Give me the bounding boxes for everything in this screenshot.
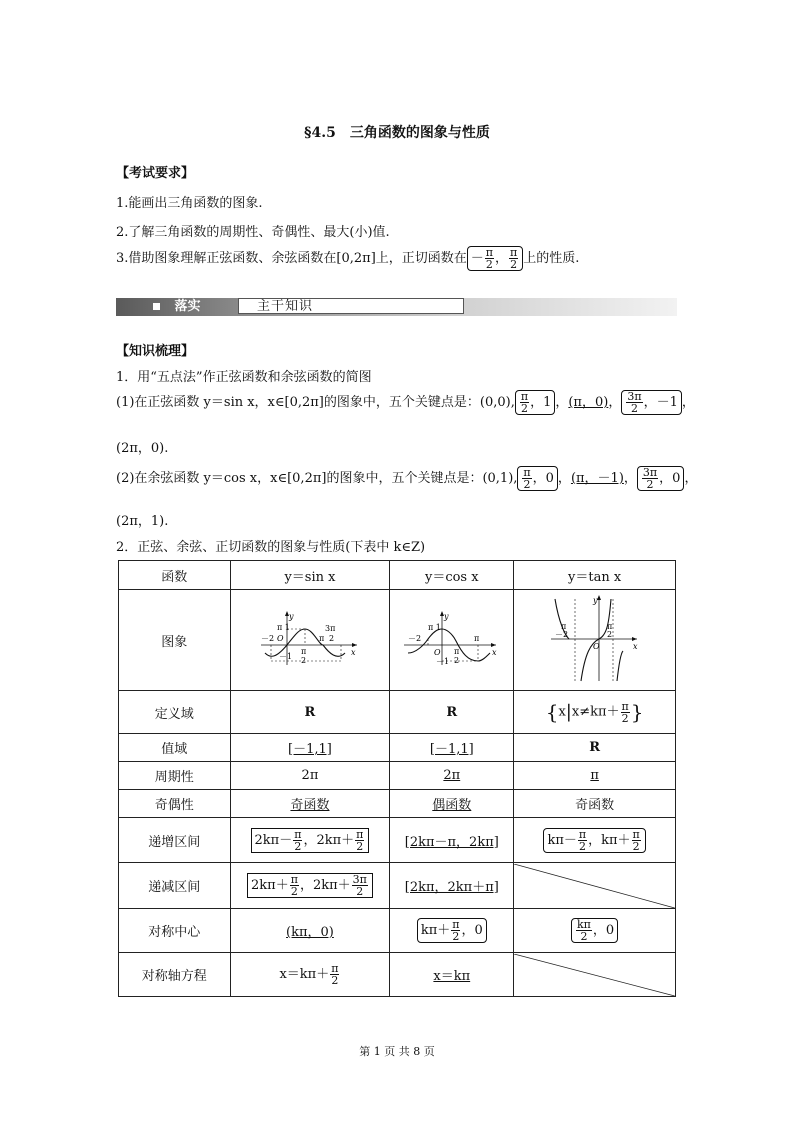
sin-increase: 2kπ－ $\frac{\pi}{2}$ ，2kπ＋ $\frac{\pi}{2}$: [230, 818, 390, 863]
cos-parity: 偶函数: [390, 790, 514, 818]
tan-domain: {x|x≠kπ＋ $\frac{\pi}{2}$ }: [514, 691, 676, 734]
svg-text:2: 2: [301, 656, 307, 665]
section-title: 主干知识: [238, 298, 464, 314]
svg-text:O: O: [592, 642, 600, 651]
cos-period: 2π: [390, 762, 514, 790]
sin-center: (kπ，0): [230, 909, 390, 953]
tan-period: π: [514, 762, 676, 790]
section-tag: 落实: [116, 298, 238, 316]
tan-center: $\frac{k\pi}{2}$ ，0: [514, 909, 676, 953]
row-label: 奇偶性: [119, 790, 231, 818]
table-row: [119, 818, 676, 863]
svg-text:－2: －2: [407, 634, 421, 643]
page-title: §4.5 三角函数的图象与性质: [304, 125, 490, 141]
row-label: 对称中心: [119, 909, 231, 953]
table-header: y＝cos x: [390, 561, 514, 590]
knowledge-p3: (2)在余弦函数 y＝cos x，x∈[0,2π]的图象中，五个关键点是：(0,1), $\frac{\pi}{2}$ ，0 ，(π，－1)， $\frac{3\pi}{2}$ ，0 ，: [116, 466, 698, 491]
sin-parity: 奇函数: [230, 790, 390, 818]
svg-text:O: O: [433, 648, 441, 657]
table-row: [119, 863, 676, 909]
table-row: [119, 953, 676, 997]
square-icon: [153, 303, 160, 310]
table-row: [119, 561, 676, 590]
table-row: [119, 790, 676, 818]
cos-center: kπ＋ $\frac{\pi}{2}$ ，0: [390, 909, 514, 953]
table-header: y＝tan x: [514, 561, 676, 590]
tan-increase: kπ－ $\frac{\pi}{2}$ ，kπ＋ $\frac{\pi}{2}$: [514, 818, 676, 863]
knowledge-p3-tail: (2π，1).: [116, 514, 169, 529]
svg-text:－2: －2: [554, 630, 568, 639]
svg-text:π: π: [453, 647, 460, 656]
svg-text:π 1: π 1: [277, 623, 291, 632]
cos-axis: x＝kπ: [390, 953, 514, 997]
knowledge-p4: 2．正弦、余弦、正切函数的图象与性质(下表中 k∈Z): [116, 540, 426, 555]
exam-item-3-suffix: 上的性质.: [523, 251, 580, 266]
svg-text:－1: －1: [435, 657, 449, 666]
table-header: y＝sin x: [230, 561, 390, 590]
cos-increase: [2kπ－π，2kπ]: [390, 818, 514, 863]
sin-period: 2π: [230, 762, 390, 790]
tan-decrease-empty: [514, 863, 676, 909]
tan-range: R: [514, 734, 676, 762]
knowledge-p2-tail: (2π，0).: [116, 441, 169, 456]
svg-text:y: y: [289, 612, 294, 621]
cos-domain: R: [390, 691, 514, 734]
tan-axis-empty: [514, 953, 676, 997]
properties-table: [118, 560, 676, 997]
knowledge-heading: 【知识梳理】: [116, 344, 195, 359]
svg-text:2: 2: [453, 656, 459, 665]
exam-item-3: [116, 246, 579, 271]
svg-text:x: x: [491, 648, 497, 657]
svg-text:－1: －1: [279, 652, 293, 661]
row-label: 递减区间: [119, 863, 231, 909]
cos-decrease: [2kπ，2kπ＋π]: [390, 863, 514, 909]
table-row: [119, 909, 676, 953]
row-label: 图象: [119, 590, 231, 691]
svg-text:x: x: [351, 648, 356, 657]
sin-decrease: 2kπ＋ $\frac{\pi}{2}$ ，2kπ＋ $\frac{3\pi}{2}$: [230, 863, 390, 909]
table-row: [119, 590, 676, 691]
svg-text:π: π: [606, 622, 612, 631]
row-label: 周期性: [119, 762, 231, 790]
row-label: 对称轴方程: [119, 953, 231, 997]
svg-text:π: π: [301, 647, 307, 656]
svg-text:y: y: [443, 612, 449, 621]
tan-graph: [514, 590, 676, 691]
sin-graph: [230, 590, 390, 691]
cos-range: [－1,1]: [390, 734, 514, 762]
page-footer: 第 1 页 共 8 页: [359, 1045, 435, 1058]
knowledge-p2: (1)在正弦函数 y＝sin x，x∈[0,2π]的图象中，五个关键点是：(0,0), $\frac{\pi}{2}$ ，1 ，(π，0)， $\frac{3\pi}{2}$ ，－1 ，: [116, 390, 695, 415]
svg-text:π: π: [560, 622, 566, 631]
exam-heading: 【考试要求】: [116, 166, 195, 181]
svg-text:y: y: [592, 596, 598, 605]
sin-domain: R: [230, 691, 390, 734]
tan-parity: 奇函数: [514, 790, 676, 818]
row-label: 定义域: [119, 691, 231, 734]
svg-text:π 1: π 1: [427, 623, 441, 632]
sin-range: [－1,1]: [230, 734, 390, 762]
svg-text:3π: 3π: [325, 624, 336, 633]
table-row: [119, 734, 676, 762]
svg-text:－2: －2: [261, 634, 275, 643]
svg-text:π: π: [473, 634, 480, 643]
sin-axis: x＝kπ＋ $\frac{\pi}{2}$: [230, 953, 390, 997]
svg-text:π: π: [319, 634, 325, 643]
exam-item-3-prefix: 3.借助图象理解正弦函数、余弦函数在[0,2π]上，正切函数在: [116, 251, 467, 266]
cos-graph: [390, 590, 514, 691]
section-bar: [116, 298, 677, 316]
open-interval-bracket: － $\frac{\pi}{2}$ ， $\frac{\pi}{2}$: [467, 246, 524, 271]
exam-item-1: 1.能画出三角函数的图象.: [116, 196, 263, 211]
row-label: 值域: [119, 734, 231, 762]
table-row: [119, 691, 676, 734]
knowledge-p1: 1．用“五点法”作正弦函数和余弦函数的简图: [116, 370, 372, 385]
svg-text:O: O: [277, 634, 285, 643]
svg-text:2: 2: [606, 630, 612, 639]
svg-text:x: x: [632, 642, 638, 651]
svg-text:2: 2: [329, 634, 335, 643]
table-header: 函数: [119, 561, 231, 590]
table-row: [119, 762, 676, 790]
exam-item-2: 2.了解三角函数的周期性、奇偶性、最大(小)值.: [116, 225, 390, 240]
row-label: 递增区间: [119, 818, 231, 863]
